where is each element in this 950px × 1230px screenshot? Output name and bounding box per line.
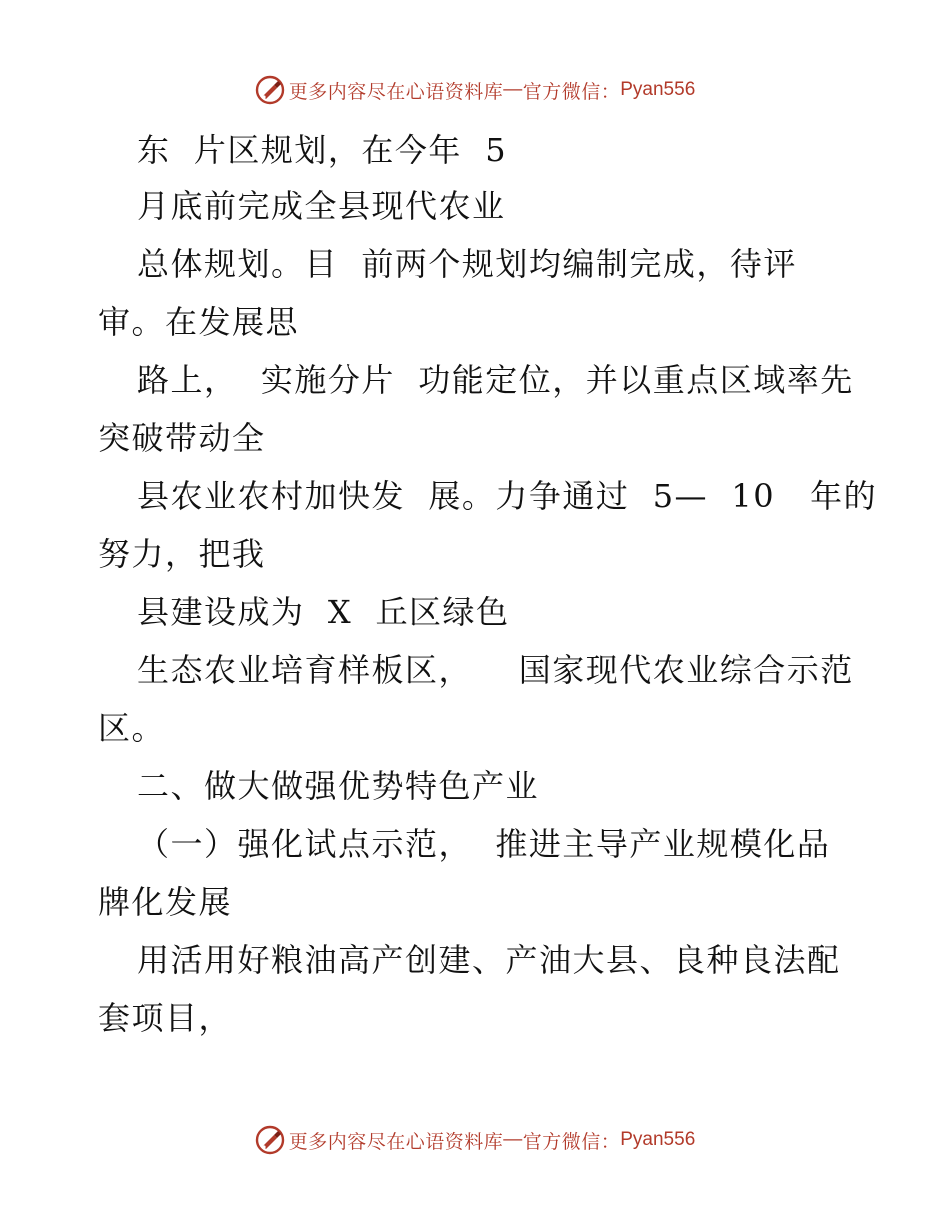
pen-logo-icon xyxy=(255,1125,285,1155)
text-line: 突破带动全 xyxy=(98,419,266,457)
text-line: 县农业农村加快发 展。力争通过 5— 10 年的 xyxy=(137,477,878,515)
watermark-separator: — xyxy=(503,79,523,100)
pen-logo-icon xyxy=(255,75,285,105)
watermark-contact-id: Pyan556 xyxy=(620,1129,696,1150)
footer-watermark xyxy=(0,1120,950,1160)
text-line: 套项目， xyxy=(98,999,233,1037)
watermark-separator: — xyxy=(503,1129,523,1150)
watermark-site-text: 更多内容尽在心语资料库 xyxy=(288,1131,504,1153)
watermark-contact-id: Pyan556 xyxy=(620,79,696,100)
section-heading: 二、做大做强优势特色产业 xyxy=(137,767,540,805)
watermark-contact-label: 官方微信： xyxy=(522,1131,621,1153)
header-watermark xyxy=(0,70,950,110)
text-line: 月底前完成全县现代农业 xyxy=(137,187,506,225)
watermark-contact-label: 官方微信： xyxy=(522,81,621,103)
text-line: 用活用好粮油高产创建、产油大县、良种良法配 xyxy=(137,941,841,979)
text-line: 县建设成为 X 丘区绿色 xyxy=(137,593,510,631)
subsection-heading-cont: 牌化发展 xyxy=(98,883,233,921)
subsection-heading: （一）强化试点示范， 推进主导产业规模化品 xyxy=(137,825,831,863)
text-line: 东 片区规划，在今年 5 xyxy=(137,131,508,169)
text-line: 路上， 实施分片 功能定位，并以重点区域率先 xyxy=(137,361,854,399)
text-line: 审。在发展思 xyxy=(98,303,300,341)
text-line: 总体规划。目 前两个规划均编制完成，待评 xyxy=(137,245,797,283)
text-line: 努力，把我 xyxy=(98,535,266,573)
watermark-site-text: 更多内容尽在心语资料库 xyxy=(288,81,504,103)
text-line: 生态农业培育样板区， 国家现代农业综合示范 xyxy=(137,651,854,689)
text-line: 区。 xyxy=(98,709,166,747)
